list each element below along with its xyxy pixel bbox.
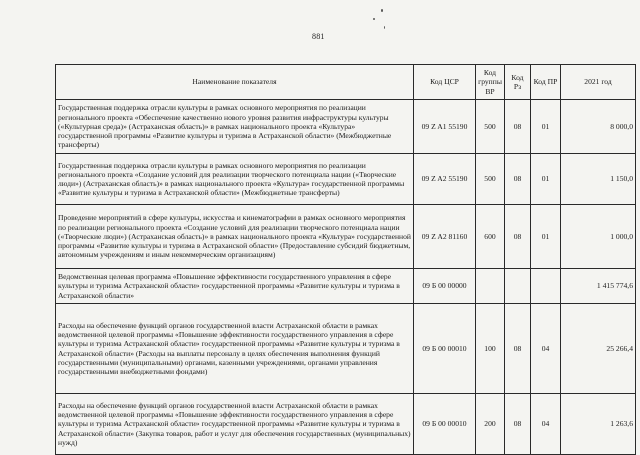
row-csr: 09 Б 00 00000 [414, 269, 476, 304]
row-rz: 08 [505, 205, 531, 269]
budget-table [55, 64, 636, 455]
row-vr: 100 [476, 304, 505, 394]
table-row [56, 304, 636, 394]
header-name: Наименование показателя [56, 65, 414, 100]
row-pr: 04 [531, 304, 561, 394]
table-row [56, 394, 636, 455]
scan-speck [384, 26, 385, 29]
row-pr: 04 [531, 394, 561, 455]
table-row [56, 154, 636, 205]
row-value: 8 000,0 [561, 100, 636, 154]
row-value: 25 266,4 [561, 304, 636, 394]
scan-speck [381, 9, 383, 12]
row-rz: 08 [505, 394, 531, 455]
row-name: Государственная поддержка отрасли культуры в рамках основного мероприятия по реализации регионального проекта «Обеспечение качественно нового уровня развития инфраструктуры культуры («Культурная среда)» (Астраханская область)» в рамках национального проекта «Культура» государственной программы «Развитие культуры и туризма в Астраханской области» (Межбюджетные трансферты) [56, 100, 414, 154]
row-vr: 600 [476, 205, 505, 269]
header-csr: Код ЦСР [414, 65, 476, 100]
row-name: Проведение мероприятий в сфере культуры, искусства и кинематографии в рамках основного мероприятия по реализации регионального проекта «Создание условий для реализации творческого потенциала нации («Творческие люди») (Астраханская область)» в рамках национального проекта «Культура» государственной программы «Развитие культуры и туризма в Астраханской области» (Предоставление субсидий бюджетным, автономным учреждениям и иным некоммерческим организациям) [56, 205, 414, 269]
row-name: Государственная поддержка отрасли культуры в рамках основного мероприятия по реализации регионального проекта «Создание условий для реализации творческого потенциала нации («Творческие люди») (Астраханская область)» в рамках национального проекта «Культура» государственной программы «Развитие культуры и туризма в Астраханской области» (Межбюджетные трансферты) [56, 154, 414, 205]
row-value: 1 415 774,6 [561, 269, 636, 304]
row-vr: 500 [476, 154, 505, 205]
row-pr: 01 [531, 205, 561, 269]
table-row [56, 205, 636, 269]
row-vr: 200 [476, 394, 505, 455]
header-rz: Код Рз [505, 65, 531, 100]
header-year: 2021 год [561, 65, 636, 100]
row-value: 1 000,0 [561, 205, 636, 269]
header-vr: Код группы ВР [476, 65, 505, 100]
page-number: 881 [312, 32, 325, 41]
header-pr: Код ПР [531, 65, 561, 100]
row-rz: 08 [505, 154, 531, 205]
table-row [56, 100, 636, 154]
row-vr: 500 [476, 100, 505, 154]
row-csr: 09 Z A1 55190 [414, 100, 476, 154]
row-pr: 01 [531, 154, 561, 205]
row-rz: 08 [505, 304, 531, 394]
scan-speck [373, 18, 375, 20]
row-pr [531, 269, 561, 304]
row-value: 1 150,0 [561, 154, 636, 205]
row-name: Ведомственная целевая программа «Повышение эффективности государственного управления в сфере культуры и туризма Астраханской области» государственной программы «Развитие культуры и туризма в Астраханской области» [56, 269, 414, 304]
row-value: 1 263,6 [561, 394, 636, 455]
row-pr: 01 [531, 100, 561, 154]
row-vr [476, 269, 505, 304]
row-csr: 09 Z A2 55190 [414, 154, 476, 205]
table-row [56, 269, 636, 304]
table-header-row [56, 65, 636, 100]
row-name: Расходы на обеспечение функций органов государственной власти Астраханской области в рамках ведомственной целевой программы «Повышение эффективности государственного управления в сфере культуры и туризма Астраханской области» государственной программы «Развитие культуры и туризма в Астраханской области» (Расходы на выплаты персоналу в целях обеспечения выполнения функций государственными (муниципальными) органами, казенными учреждениями, органами управления государственными внебюджетными фондами) [56, 304, 414, 394]
row-csr: 09 Б 00 00010 [414, 394, 476, 455]
row-rz: 08 [505, 100, 531, 154]
row-rz [505, 269, 531, 304]
row-csr: 09 Z A2 81160 [414, 205, 476, 269]
row-name: Расходы на обеспечение функций органов государственной власти Астраханской области в рамках ведомственной целевой программы «Повышение эффективности государственного управления в сфере культуры и туризма Астраханской области» государственной программы «Развитие культуры и туризма в Астраханской области» (Закупка товаров, работ и услуг для обеспечения государственных (муниципальных) нужд) [56, 394, 414, 455]
row-csr: 09 Б 00 00010 [414, 304, 476, 394]
